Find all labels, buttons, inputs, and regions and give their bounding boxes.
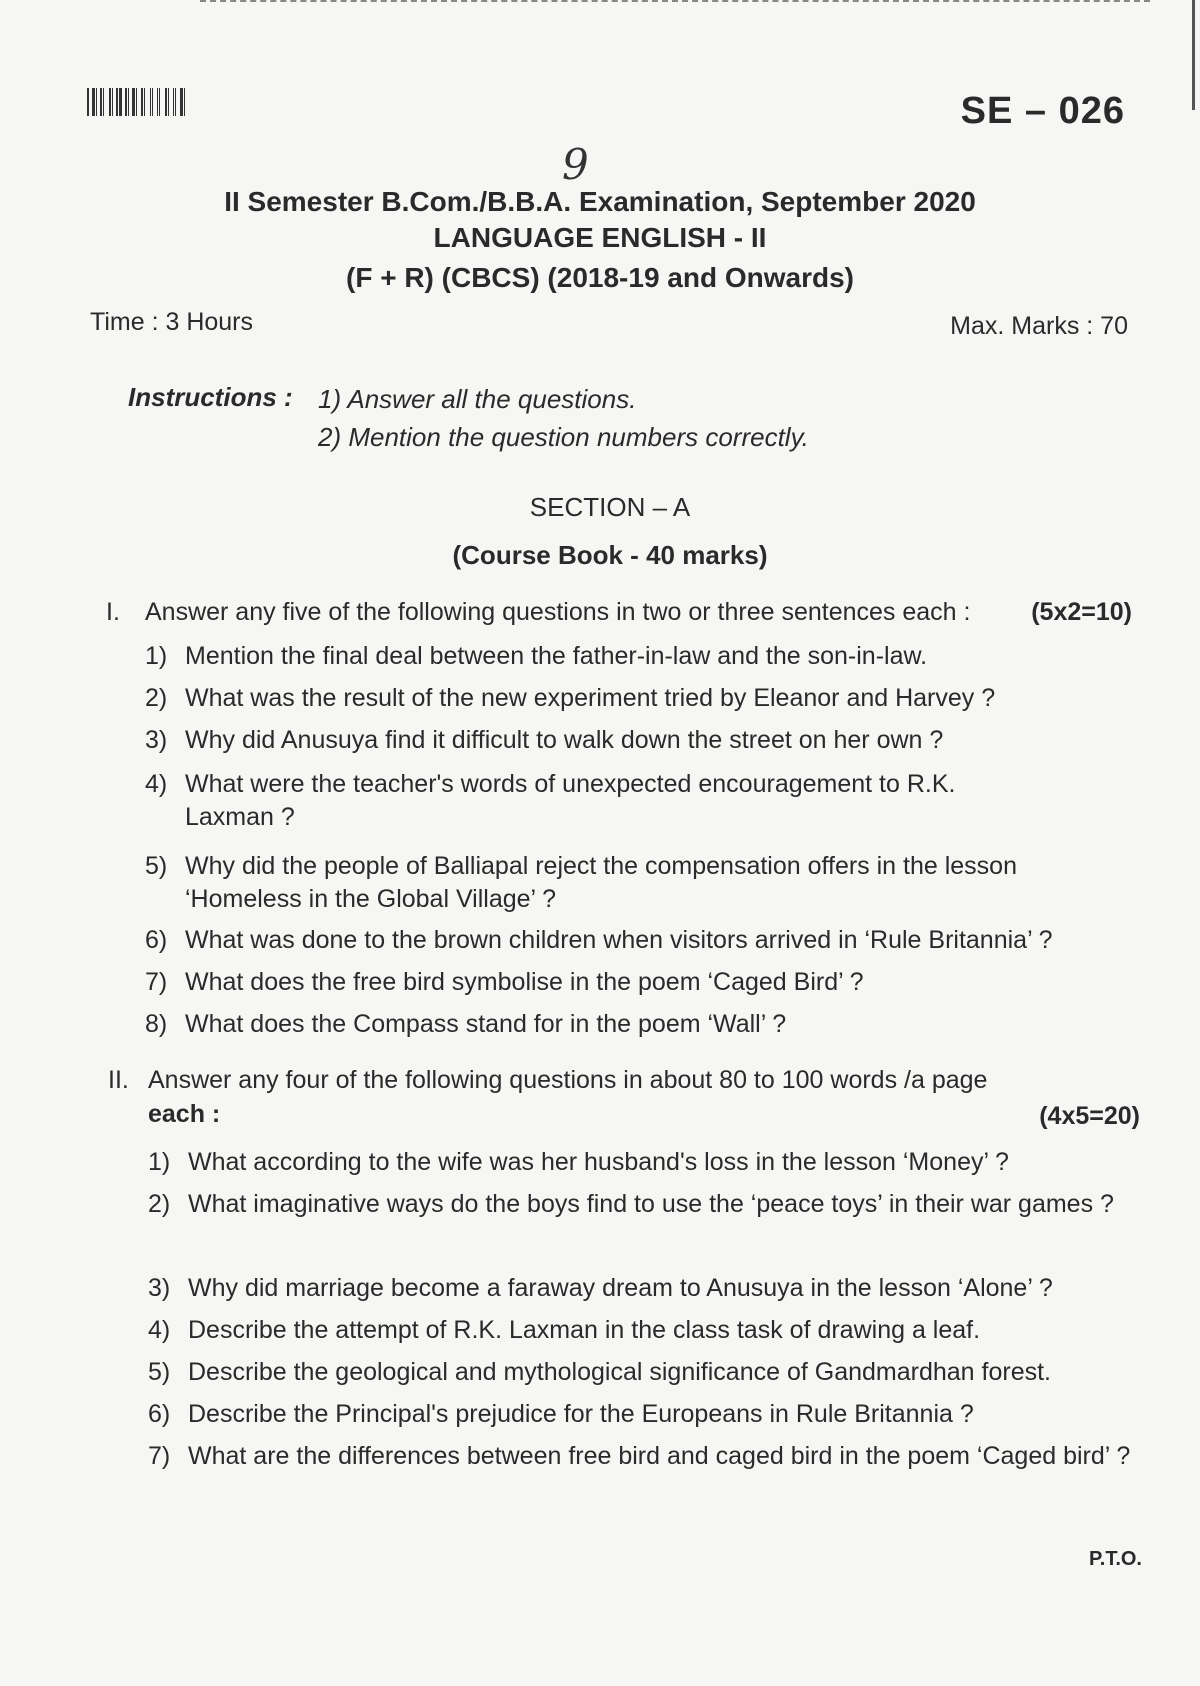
barcode-bar — [152, 88, 153, 116]
scan-right-edge — [1192, 0, 1195, 110]
barcode-bar — [180, 88, 183, 116]
barcode-bar — [87, 88, 89, 116]
question-marks: (5x2=10) — [1031, 598, 1132, 626]
max-marks: Max. Marks : 70 — [950, 312, 1128, 340]
item-number: 8) — [145, 1010, 168, 1038]
item-number: 7) — [148, 1442, 171, 1470]
item-number: 3) — [148, 1274, 171, 1302]
item-number: 2) — [145, 684, 168, 712]
question-text-continued: each : — [148, 1100, 221, 1128]
barcode-bar — [103, 88, 104, 116]
item-text: What does the Compass stand for in the poem ‘Wall’ ? — [185, 1010, 787, 1038]
item-text: Why did Anusuya find it difficult to walk down the street on her own ? — [185, 726, 944, 754]
item-text: What were the teacher's words of unexpected encouragement to R.K. Laxman ? — [185, 770, 956, 831]
scan-top-edge — [200, 0, 1150, 6]
barcode-bar — [105, 88, 108, 116]
barcode-bar — [114, 88, 115, 116]
item-number: 6) — [148, 1400, 171, 1428]
barcode-bar — [92, 88, 95, 116]
subject-title: LANGUAGE ENGLISH - II — [433, 222, 767, 253]
item-text: Describe the Principal's prejudice for the Europeans in Rule Britannia ? — [188, 1400, 974, 1428]
question-number: II. — [108, 1066, 129, 1094]
barcode-bar — [186, 88, 188, 116]
item-number: 1) — [148, 1148, 171, 1176]
question-marks: (4x5=20) — [1039, 1102, 1140, 1130]
barcode-bar — [136, 88, 137, 116]
item-text: What does the free bird symbolise in the poem ‘Caged Bird’ ? — [185, 968, 864, 996]
barcode-bar — [161, 88, 164, 116]
barcode-bar — [128, 88, 129, 116]
barcode-bar — [184, 88, 185, 116]
barcode-bar — [168, 88, 169, 116]
barcode-bar — [173, 88, 174, 116]
barcode-bar — [100, 88, 102, 116]
item-number: 4) — [148, 1316, 171, 1344]
barcode-bar — [157, 88, 158, 116]
barcode-bar — [123, 88, 124, 116]
item-text: What was done to the brown children when visitors arrived in ‘Rule Britannia’ ? — [185, 926, 1053, 954]
barcode-bar — [170, 88, 172, 116]
item-number: 3) — [145, 726, 168, 754]
question-number: I. — [106, 598, 120, 626]
barcode-bar — [116, 88, 118, 116]
barcode-bar — [175, 88, 176, 116]
item-text: Describe the geological and mythological significance of Gandmardhan forest. — [188, 1358, 1051, 1386]
barcode-bar — [165, 88, 167, 116]
exam-title: II Semester B.Com./B.B.A. Examination, September 2020 — [224, 186, 976, 217]
barcode-bar — [138, 88, 140, 116]
item-number: 1) — [145, 642, 168, 670]
barcode-bar — [144, 88, 145, 116]
time-allowed: Time : 3 Hours — [90, 308, 254, 336]
section-subtitle: (Course Book - 40 marks) — [452, 540, 768, 570]
instruction-item: 2) Mention the question numbers correctly. — [318, 422, 809, 452]
section-title: SECTION – A — [529, 492, 691, 522]
barcode-bar — [154, 88, 156, 116]
barcode-bar — [141, 88, 143, 116]
barcode-bar — [112, 88, 113, 116]
item-text: Mention the final deal between the father-in-law and the son-in-law. — [185, 642, 928, 670]
item-text: What imaginative ways do the boys find to use the ‘peace toys’ in their war games ? — [188, 1190, 1114, 1218]
barcode-bar — [150, 88, 151, 116]
page-turn-note: P.T.O. — [1089, 1548, 1142, 1570]
item-number: 4) — [145, 770, 168, 798]
question-text: Answer any four of the following questions in about 80 to 100 words /a page — [148, 1066, 988, 1094]
item-text: Why did marriage become a faraway dream to Anusuya in the lesson ‘Alone’ ? — [188, 1274, 1053, 1302]
barcode-bar — [130, 88, 131, 116]
item-text: What according to the wife was her husband's loss in the lesson ‘Money’ ? — [188, 1148, 1009, 1176]
item-text: Why did the people of Balliapal reject the compensation offers in the lesson ‘Homeless in the Global Village’ ? — [185, 852, 1017, 913]
paper-code: SE – 026 — [960, 90, 1125, 132]
barcode — [87, 88, 245, 116]
item-text: What was the result of the new experiment tried by Eleanor and Harvey ? — [185, 684, 996, 712]
barcode-bar — [96, 88, 97, 116]
item-text: What are the differences between free bird and caged bird in the poem ‘Caged bird’ ? — [188, 1442, 1131, 1470]
barcode-bar — [119, 88, 122, 116]
barcode-bar — [109, 88, 111, 116]
barcode-bar — [132, 88, 135, 116]
barcode-bar — [98, 88, 99, 116]
question-text: Answer any five of the following questions in two or three sentences each : — [145, 598, 971, 626]
item-number: 5) — [145, 852, 168, 880]
barcode-bar — [159, 88, 160, 116]
barcode-bar — [125, 88, 127, 116]
instruction-item: 1) Answer all the questions. — [318, 384, 637, 414]
instructions-label: Instructions : — [128, 382, 293, 412]
handwritten-number: 9 — [562, 140, 589, 189]
barcode-bar — [177, 88, 179, 116]
barcode-bar — [146, 88, 149, 116]
item-number: 7) — [145, 968, 168, 996]
scheme-title: (F + R) (CBCS) (2018-19 and Onwards) — [346, 262, 854, 293]
barcode-bar — [90, 88, 91, 116]
item-number: 2) — [148, 1190, 171, 1218]
item-text: Describe the attempt of R.K. Laxman in the class task of drawing a leaf. — [188, 1316, 981, 1344]
item-number: 6) — [145, 926, 168, 954]
item-number: 5) — [148, 1358, 171, 1386]
